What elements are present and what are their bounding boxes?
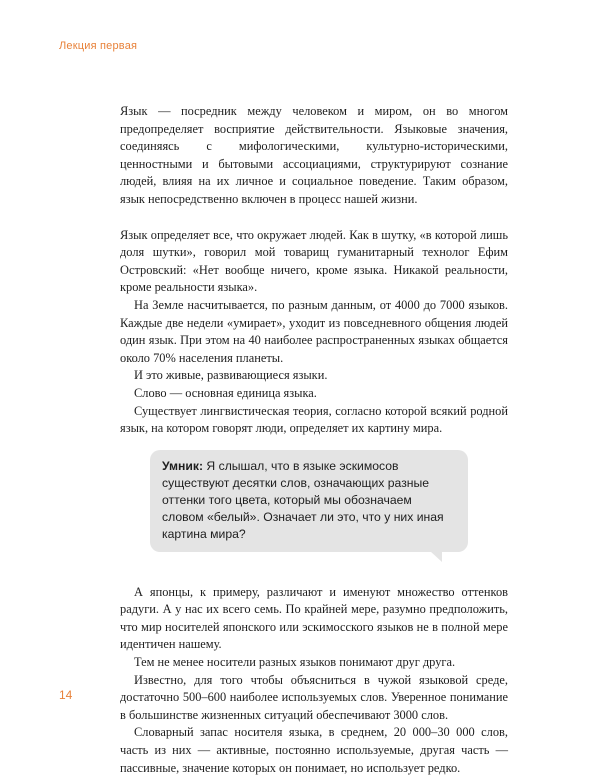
paragraph: Известно, для того чтобы объясниться в чужой языковой среде, достаточно 500–600 наиболее используемых слов. Уверенное понимание в большинстве жизненных ситуаций обеспечивают 3000 слов. <box>120 672 508 722</box>
paragraph: Словарный запас носителя языка, в среднем, 20 000–30 000 слов, часть из них — активные, постоянно используемые, другая часть — пассивные, значение которых он понимает, но использует редко. <box>120 725 508 775</box>
speech-bubble-body <box>150 450 468 552</box>
running-head: Лекция первая <box>59 40 138 52</box>
paragraph: Слово — основная единица языка. <box>134 385 317 400</box>
speaker-label: Умник: <box>162 458 204 473</box>
section-break <box>120 209 508 227</box>
speech-bubble <box>150 450 468 552</box>
paragraph: Язык — посредник между человеком и миром, он во многом предопределяет восприятие действительности. Языковые значения, соединяясь с мифологическими, культурно-историческими, ценностными и бытовыми ассоциациями, структурируют сознание людей, влияя на их личное и социальное поведение. Таким образом, язык непосредственно включен в процесс нашей жизни. <box>120 104 508 206</box>
speech-bubble-tail <box>430 551 442 562</box>
page-number: 14 <box>59 688 73 702</box>
paragraph: И это живые, развивающиеся языки. <box>134 368 328 383</box>
paragraph: На Земле насчитывается, по разным данным, от 4000 до 7000 языков. Каждые две недели «умирает», уходит из повседневного общения людей один язык. При этом на 40 наиболее распространенных языках общается около 70% населения планеты. <box>120 297 508 365</box>
page-body <box>120 103 508 777</box>
paragraph: А японцы, к примеру, различают и именуют множество оттенков радуги. А у нас их всего семь. По крайней мере, разумно предположить, что мир носителей японского или эскимосского языков не в полной мере идентичен нашему. <box>120 584 508 652</box>
paragraph: Язык определяет все, что окружает людей. Как в шутку, «в которой лишь доля шутки», говорил мой товарищ гуманитарный технолог Ефим Островский: «Нет вообще ничего, кроме языка. Никакой реальности, кроме реальности языка». <box>120 227 508 295</box>
paragraph: Тем не менее носители разных языков понимают друг друга. <box>134 655 456 670</box>
paragraph: Существует лингвистическая теория, согласно которой всякий родной язык, на котором говорят люди, определяет их картину мира. <box>120 403 508 436</box>
speech-text: Я слышал, что в языке эскимосов существуют десятки слов, означающих разные оттенки того цвета, который мы обозначаем словом «белый». Означает ли это, что у них иная картина мира? <box>162 458 444 541</box>
